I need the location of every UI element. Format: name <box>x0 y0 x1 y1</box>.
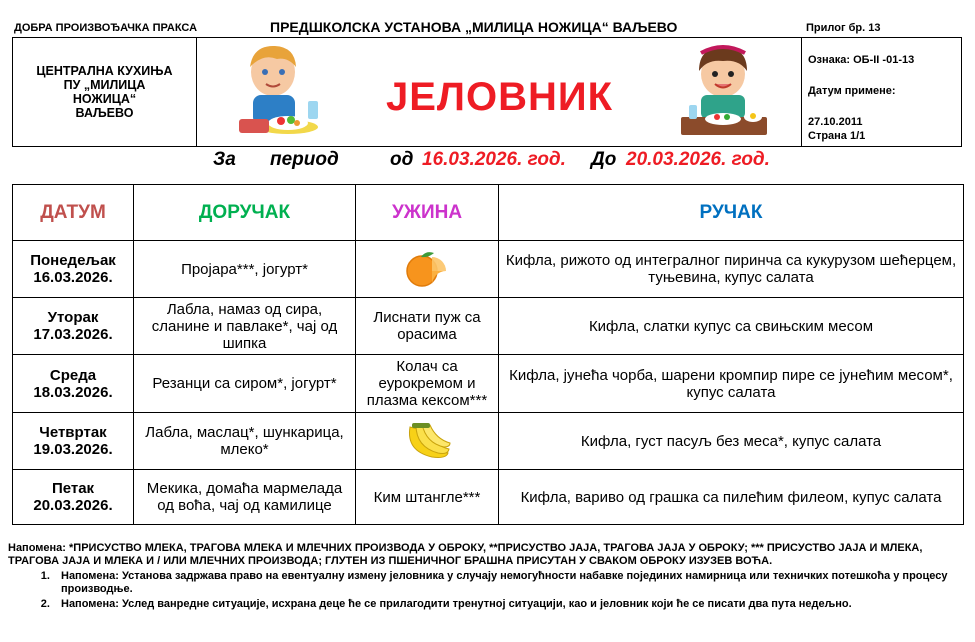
note-item: 2. Напомена: Услед ванредне ситуације, исхрана деце ће се прилагодити тренутној ситуацији, као и јеловник који ће се писати два пута недељно. <box>53 598 963 611</box>
day-date: 18.03.2026. <box>33 383 113 401</box>
day-name: Среда <box>49 366 97 384</box>
breakfast-cell: Лабла, маслац*, шункарица, млеко* <box>134 413 356 470</box>
snack-cell: Лиснати пуж са орасима <box>356 298 499 355</box>
snack-cell <box>356 413 499 470</box>
day-name: Петак <box>51 480 95 497</box>
period-from-date: 16.03.2026. год. <box>422 149 566 170</box>
lunch-cell: Кифла, рижото од интегралног пиринча са кукурузом шећерцем, туњевина, купус салата <box>499 241 964 298</box>
lunch-cell: Кифла, густ пасуљ без меса*, купус салата <box>499 413 964 470</box>
breakfast-cell: Мекика, домаћа мармелада од воћа, чај од камилице <box>134 470 356 525</box>
attachment-label: Прилог бр. 13 <box>806 22 881 34</box>
note-item: 1. Напомена: Установа задржава право на евентуалну измену јеловника у случају немогућности набавке појединих намирница или техничких потешкоћа у процесу производње. <box>53 570 963 596</box>
date-cell <box>13 470 134 525</box>
snack-cell: Колач са еурокремом и плазма кексом*** <box>356 355 499 413</box>
girl-eating-illustration <box>671 39 776 139</box>
lunch-cell: Кифла, јунећа чорба, шарени кромпир пире се јунећим месом*, купус салата <box>499 355 964 413</box>
breakfast-cell: Резанци са сиром*, јогурт* <box>134 355 356 413</box>
column-header-breakfast: ДОРУЧАК <box>134 185 356 241</box>
day-name: Уторак <box>47 309 99 326</box>
lunch-cell: Кифла, вариво од грашка са пилећим филеом, купус салата <box>499 470 964 525</box>
menu-table <box>12 184 964 525</box>
period-to-date: 20.03.2026. год. <box>626 149 770 170</box>
practice-label: ДОБРА ПРОИЗВОЂАЧКА ПРАКСА <box>14 22 198 34</box>
day-name: Понедељак <box>30 252 116 269</box>
table-row <box>13 355 964 413</box>
column-header-date: ДАТУМ <box>13 185 134 241</box>
page-title: ЈЕЛОВНИК <box>386 75 614 119</box>
banana-icon <box>402 421 452 461</box>
period-from-label: од <box>390 149 414 170</box>
page-number: Страна 1/1 <box>808 130 866 142</box>
date-cell <box>13 298 134 355</box>
notes-list <box>8 570 963 611</box>
table-header-row <box>13 185 964 241</box>
kitchen-line: ПУ „МИЛИЦА <box>63 78 146 92</box>
breakfast-cell: Пројара***, јогурт* <box>134 241 356 298</box>
notes-section <box>8 542 963 613</box>
period-prefix: За <box>213 149 236 170</box>
date-cell <box>13 355 134 413</box>
institution-name: ПРЕДШКОЛСКА УСТАНОВА „МИЛИЦА НОЖИЦА“ ВАЉЕВО <box>270 19 678 35</box>
kitchen-line: ЦЕНТРАЛНА КУХИЊА <box>36 64 173 78</box>
day-date: 20.03.2026. <box>33 497 113 514</box>
snack-cell <box>356 241 499 298</box>
table-row <box>13 413 964 470</box>
date-applied-label: Датум примене: <box>808 85 896 97</box>
document-info <box>801 38 962 146</box>
column-header-snack: УЖИНА <box>356 185 499 241</box>
kitchen-line: НОЖИЦА“ <box>72 92 137 106</box>
allergen-note: Напомена: *ПРИСУСТВО МЛЕКА, ТРАГОВА МЛЕКА И МЛЕЧНИХ ПРОИЗВОДА У ОБРОКУ, **ПРИСУСТВО ЈАЈА, ТРАГОВА ЈАЈА У ОБРОКУ; *** ПРИСУСТВО ЈАЈА И МЛЕКА, ТРАГОВА ЈАЈА И МЛЕКА И / ИЛИ МЛЕЧНИХ ПРОИЗВОДА; ГЛУТЕН ИЗ ПШЕНИЧНОГ БРАШНА ПРИСУТАН У СВАКОМ ОБРОКУ ИЗУЗЕВ ВОЋА. <box>8 542 923 567</box>
table-row <box>13 298 964 355</box>
snack-cell: Ким штангле*** <box>356 470 499 525</box>
date-applied-value: 27.10.2011 <box>808 116 863 128</box>
breakfast-cell: Лабла, намаз од сира, сланине и павлаке*, чај од шипка <box>134 298 356 355</box>
orange-icon <box>404 249 450 289</box>
boy-eating-illustration <box>233 39 328 139</box>
lunch-cell: Кифла, слатки купус са свињским месом <box>499 298 964 355</box>
table-row <box>13 241 964 298</box>
period-line <box>0 149 975 175</box>
kitchen-line: ВАЉЕВО <box>75 106 134 120</box>
table-row <box>13 470 964 525</box>
period-word: период <box>270 149 339 170</box>
day-date: 19.03.2026. <box>33 441 113 458</box>
date-cell <box>13 241 134 298</box>
column-header-lunch: РУЧАК <box>499 185 964 241</box>
header-box <box>12 37 962 147</box>
top-line <box>0 20 975 38</box>
day-date: 17.03.2026. <box>33 326 113 343</box>
kitchen-block <box>13 38 197 146</box>
day-date: 16.03.2026. <box>33 269 113 286</box>
day-name: Четвртак <box>39 424 107 441</box>
date-cell <box>13 413 134 470</box>
period-to-label: До <box>591 149 617 170</box>
mark-label: Ознака: ОБ-II -01-13 <box>808 54 915 66</box>
